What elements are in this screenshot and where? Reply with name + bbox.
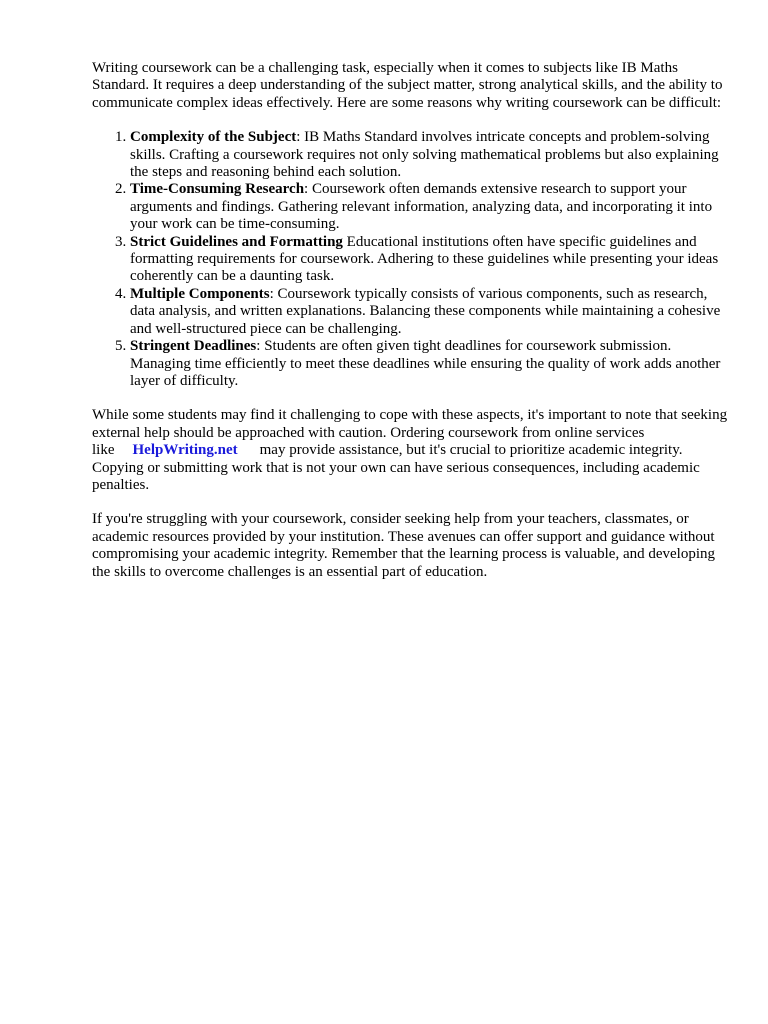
list-item-text: Coursework typically consists of various components, such as research, data analysis, and written explanations. Balancing these components while maintaining a cohesive and well-structured piece can be challenging. — [130, 285, 721, 337]
list-item — [130, 286, 732, 338]
document-page — [92, 60, 732, 581]
list-item-text: Students are often given tight deadlines for coursework submission. Managing time efficiently to meet these deadlines while ensuring the quality of work adds another layer of difficulty. — [130, 338, 721, 389]
list-item-separator: : — [304, 181, 312, 198]
advice-paragraph: If you're struggling with your coursework, consider seeking help from your teachers, classmates, or academic resources provided by your institution. These avenues can offer support and guidance without compromising your academic integrity. Remember that the learning process is valuable, and developing the skills to overcome challenges is an essential part of education. — [92, 511, 716, 580]
caution-text-before: While some students may find it challenging to cope with these aspects, it's important to note that seeking external help should be approached with caution. Ordering coursework from online services like — [92, 407, 728, 459]
helpwriting-link[interactable]: HelpWriting.net — [132, 442, 238, 459]
list-item-text: Coursework often demands extensive research to support your arguments and findings. Gathering relevant information, analyzing data, and incorporating it into your work can be time-consuming. — [130, 181, 713, 233]
list-item-title: Strict Guidelines and Formatting — [130, 233, 343, 250]
list-item-title: Time-Consuming Research — [130, 181, 305, 198]
reasons-list — [92, 129, 732, 390]
intro-paragraph: Writing coursework can be a challenging task, especially when it comes to subjects like IB Maths Standard. It requires a deep understanding of the subject matter, strong analytical skills, and the ability to communicate complex ideas effectively. Here are some reasons why writing coursework can be difficult: — [92, 60, 723, 111]
list-item-text: Educational institutions often have specific guidelines and formatting requirements for coursework. Adhering to these guidelines while presenting your ideas coherently can be a daunting task. — [130, 233, 719, 285]
list-item-title: Multiple Components — [130, 285, 270, 302]
list-item — [130, 234, 732, 286]
caution-paragraph — [92, 407, 732, 494]
caution-text-after: may provide assistance, but it's crucial to prioritize academic integrity. Copying or submitting work that is not your own can have serious consequences, including academic penalties. — [92, 442, 700, 493]
list-item-separator: : — [269, 285, 278, 302]
list-item — [130, 181, 732, 233]
list-item-text: IB Maths Standard involves intricate concepts and problem-solving skills. Crafting a coursework requires not only solving mathematical problems but also explaining the steps and reasoning behind each solution. — [130, 129, 719, 181]
list-item-separator: : — [256, 338, 265, 355]
list-item — [130, 338, 732, 390]
list-item-separator: : — [296, 129, 305, 146]
list-item-title: Complexity of the Subject — [130, 129, 297, 146]
list-item-title: Stringent Deadlines — [130, 338, 257, 355]
list-item — [130, 129, 732, 181]
